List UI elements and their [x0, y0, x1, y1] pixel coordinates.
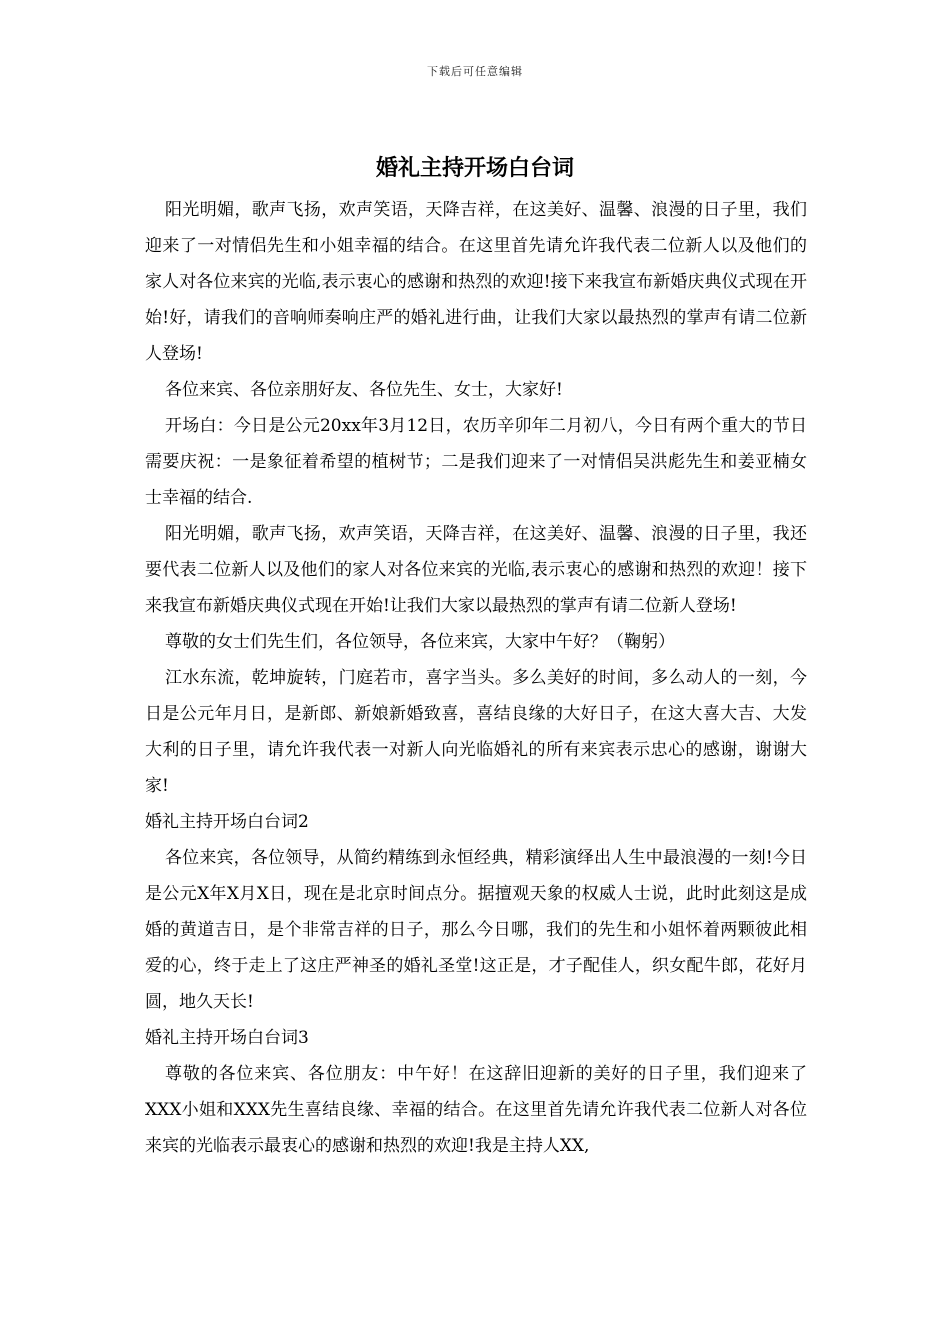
paragraph-section-3: 尊敬的各位来宾、各位朋友：中午好！在这辞旧迎新的美好的日子里，我们迎来了XXX小姐和XXX先生喜结良缘、幸福的结合。在这里首先请允许我代表二位新人对各位来宾的光临表示最衷心的感谢和热烈的欢迎!我是主持人XX,: [145, 1064, 807, 1156]
document-title: 婚礼主持开场白台词: [375, 155, 574, 181]
paragraph-address: 尊敬的女士们先生们，各位领导，各位来宾，大家中午好？（鞠躬）: [165, 632, 675, 652]
document-body: [145, 192, 807, 1164]
paragraph-section-2: 各位来宾，各位领导，从简约精练到永恒经典，精彩演绎出人生中最浪漫的一刻!今日是公元X年X月X日，现在是北京时间点分。据擅观天象的权威人士说，此时此刻这是成婚的黄道吉日，是个非常吉祥的日子，那么今日哪，我们的先生和小姐怀着两颗彼此相爱的心，终于走上了这庄严神圣的婚礼圣堂!这正是，才子配佳人，织女配牛郎，花好月圆，地久天长!: [145, 848, 807, 1012]
paragraph-greeting: 各位来宾、各位亲朋好友、各位先生、女士，大家好!: [165, 380, 563, 400]
paragraph-date: 开场白：今日是公元20xx年3月12日，农历辛卯年二月初八，今日有两个重大的节日需要庆祝：一是象征着希望的植树节；二是我们迎来了一对情侣吴洪彪先生和姜亚楠女士幸福的结合.: [145, 416, 807, 508]
paragraph-blessing: 江水东流，乾坤旋转，门庭若市，喜字当头。多么美好的时间，多么动人的一刻，今日是公元年月日，是新郎、新娘新婚致喜，喜结良缘的大好日子，在这大喜大吉、大发大利的日子里，请允许我代表一对新人向光临婚礼的所有来宾表示忠心的感谢，谢谢大家!: [145, 668, 807, 796]
section-heading-3: 婚礼主持开场白台词3: [145, 1028, 309, 1048]
page-header-note: 下载后可任意编辑: [427, 65, 523, 78]
paragraph-welcome: 阳光明媚，歌声飞扬，欢声笑语，天降吉祥，在这美好、温馨、浪漫的日子里，我还要代表二位新人以及他们的家人对各位来宾的光临,表示衷心的感谢和热烈的欢迎！接下来我宣布新婚庆典仪式现在开始!让我们大家以最热烈的掌声有请二位新人登场!: [145, 524, 807, 616]
section-heading-2: 婚礼主持开场白台词2: [145, 812, 309, 832]
paragraph-opening: 阳光明媚，歌声飞扬，欢声笑语，天降吉祥，在这美好、温馨、浪漫的日子里，我们迎来了一对情侣先生和小姐幸福的结合。在这里首先请允许我代表二位新人以及他们的家人对各位来宾的光临,表示衷心的感谢和热烈的欢迎!接下来我宣布新婚庆典仪式现在开始!好，请我们的音响师奏响庄严的婚礼进行曲，让我们大家以最热烈的掌声有请二位新人登场!: [145, 200, 807, 364]
